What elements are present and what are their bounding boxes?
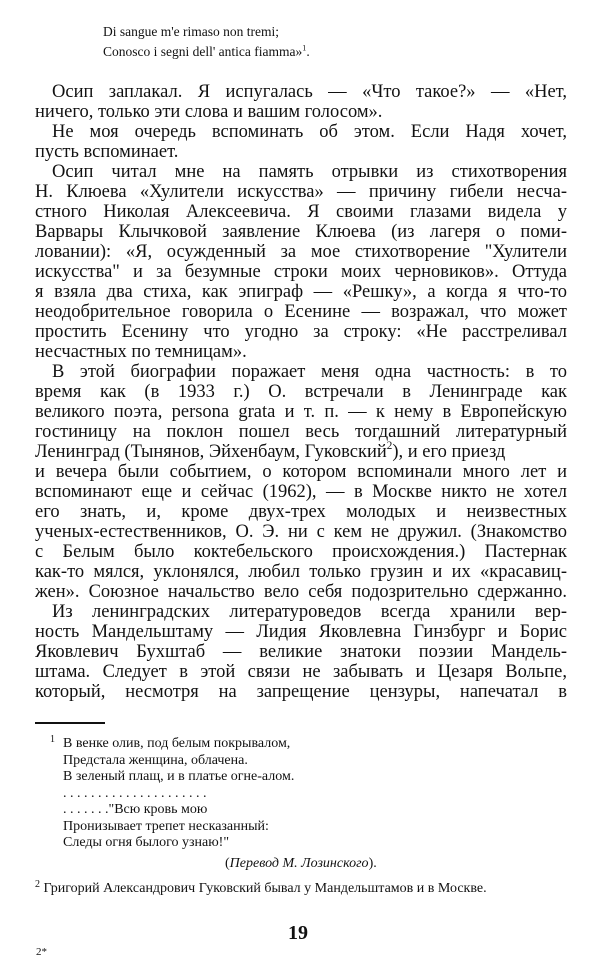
text-line: искусства" и за безумные строки моих черновиков». Оттуда [35,262,567,282]
footnote-number: 1 [50,734,55,745]
epigraph-text: Conosco i segni dell' antica fiamma» [103,44,303,59]
text-line: В этой биографии поражает меня одна частность: в то [52,362,567,382]
text-line: ловании): «Я, осужденный за мое стихотворение "Хулители [35,242,567,262]
text-line: как-то мялся, уклонялся, любил только грузин и их «красавиц- [35,562,567,582]
footnote-ref[interactable]: 1 [302,43,307,53]
footnote-2 [35,879,487,897]
footnote-line: . . . . . . . . . . . . . . . . . . . . . [63,785,207,801]
footnote-text: В венке олив, под белым покрывалом, [63,736,291,751]
text-line: пусть вспоминает. [35,142,179,162]
text-line: великого поэта, persona grata и т. п. — к нему в Европейскую [35,402,567,422]
text-line: Яковлевич Бухштаб — великие знатоки поэзии Мандель- [35,642,567,662]
footnote-1 [50,736,377,872]
text-line: Осип заплакал. Я испугалась — «Что такое?» — «Нет, [52,82,567,102]
body-text [35,82,567,702]
text-line: Н. Клюева «Хулители искусства» — причину гибели несча- [35,182,567,202]
footnote-line: . . . . . . ."Всю кровь мою [63,802,208,817]
text-part: ), и его приезд [392,442,506,462]
epigraph [103,22,310,62]
text-line: и вечера были событием, о котором вспоминали много лет и [35,462,567,482]
footnote-text: Григорий Александрович Гуковский бывал у Мандельштамов и в Москве. [43,881,487,896]
text-line: Осип читал мне на память отрывки из стихотворения [52,162,567,182]
text-line: штама. Следует в этой связи не забывать и Цезаря Вольпе, [35,662,567,682]
footnote-divider [35,722,105,724]
page-number: 19 [288,922,308,944]
footnote-line [50,736,377,753]
text-part: Ленинград (Тынянов, Эйхенбаум, Гуковский [35,442,387,462]
footnote-line: Предстала женщина, облачена. [63,752,248,768]
footnote-line: Пронизывает трепет несказанный: [63,818,269,834]
paren: ( [225,855,230,871]
text-line: вспоминают еще и сейчас (1962), — в Москве никто не хотел [35,482,567,502]
text-line: Варвары Клычковой заявление Клюева (из лагеря о поми- [35,222,567,242]
paren: ). [368,855,377,871]
footnote-ref[interactable]: 2 [386,440,393,453]
text-line: время как (в 1933 г.) О. встречали в Ленинграде как [35,382,567,402]
text-line: с Белым было коктебельского происхождения.) Пастернак [35,542,567,562]
text-line: Не моя очередь вспоминать об этом. Если Надя хочет, [52,122,567,142]
text-line: жен». Союзное начальство вело себя подозрительно сдержанно. [35,582,567,602]
text-line: неодобрительное говорила о Есенине — возражал, что может [35,302,567,322]
translator: Перевод М. Лозинского [229,855,369,871]
footnote-number: 2 [35,879,40,890]
text-line: его знать, и, кроме двух-трех молодых и неизвестных [35,502,567,522]
text-line: простить Есенину что угодно за строку: «Не расстреливал [35,322,567,342]
text-line: я взяла два стиха, как эпиграф — «Решку», а когда я что-то [35,282,567,302]
text-line: ничего, только эти слова и вашим голосом». [35,102,383,122]
text-line: ность Мандельштаму — Лидия Яковлевна Гинзбург и Борис [35,622,567,642]
text-line: Из ленинградских литературоведов всегда хранили вер- [52,602,567,622]
text-line: стного Николая Алексеевича. Я своими глазами видела у [35,202,567,222]
epigraph-line: Conosco i segni dell' antica fiamma»$^1$. [103,43,310,59]
footnote-line: В зеленый плащ, и в платье огне-алом. [63,769,295,784]
footnote-line: Следы огня былого узнаю!" [63,835,230,850]
text-line: несчастных по темницам». [35,342,247,362]
signature-mark: 2* [36,946,47,958]
text-line: гостиницу на поклон пошел весь тогдашний литературный [35,422,567,442]
text-line: который, несмотря на запрещение цензуры, напечатал в [35,682,567,702]
epigraph-line: Di sangue m'e rimaso non tremi; [103,24,280,39]
text-line: ученых-естественников, О. Э. ни с кем не дружил. (Знакомство [35,522,567,542]
text-line [35,442,567,462]
footnote-attribution [50,856,377,873]
